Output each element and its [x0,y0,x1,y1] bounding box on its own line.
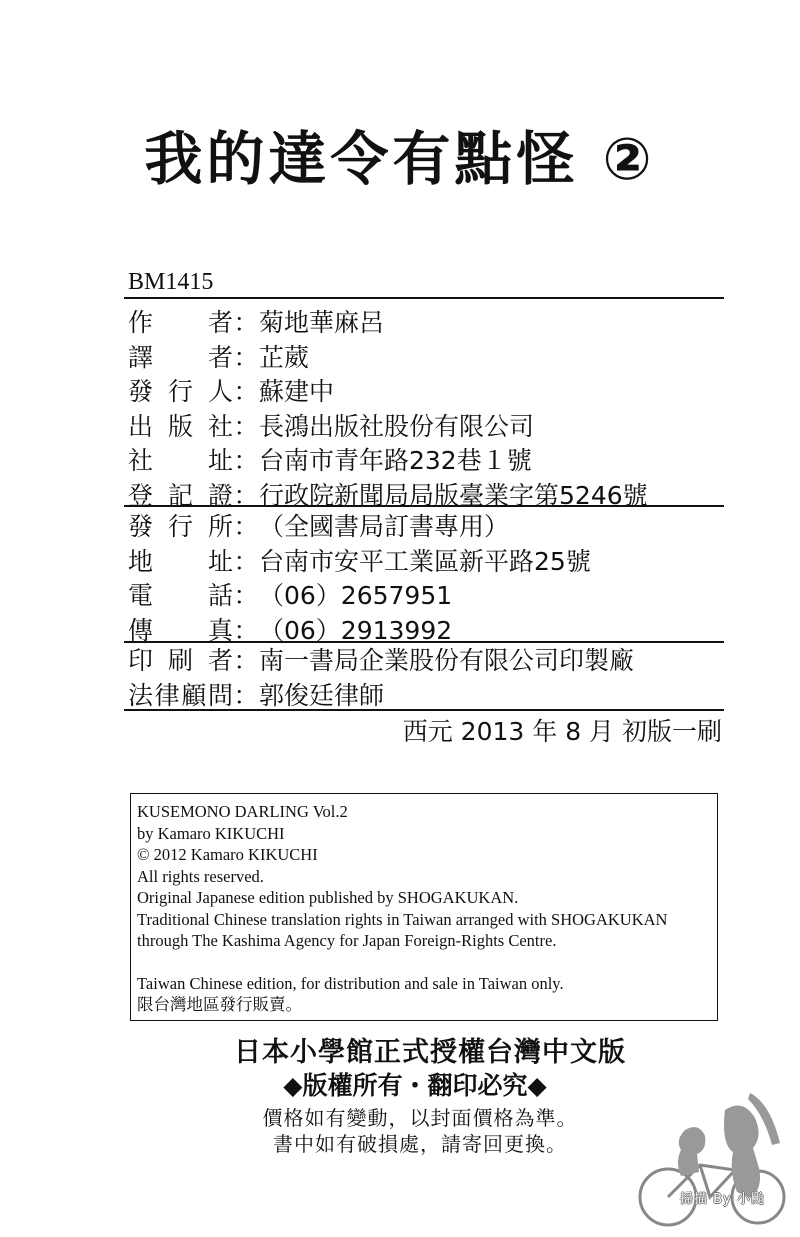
label-char: 行 [167,512,193,541]
label-char: 傳 [128,615,154,645]
label-char: 法 [128,680,154,710]
row-colon: ： [233,480,259,510]
book-title: 我的達令有點怪 ② [144,125,656,193]
copyright-line: 限台灣地區發行販賣。 [137,995,302,1014]
row-label [128,507,233,543]
damage-notice: 書中如有破損處，請寄回更換。 [273,1132,567,1156]
info-row [128,442,532,476]
row-label [128,407,233,443]
info-row [128,339,309,373]
label-char: 印 [128,646,154,675]
row-value: （06）2913992 [259,615,453,645]
label-char: 真 [207,615,233,645]
label-char: 證 [207,480,233,510]
row-colon: ： [233,446,259,475]
label-char: 登 [128,480,154,510]
label-char: 發 [128,377,154,406]
info-row [128,373,334,407]
info-row [128,642,634,676]
row-colon: ： [233,342,259,372]
row-label [128,641,233,677]
row-label [128,372,233,408]
label-char: 社 [128,446,154,475]
row-colon: ： [233,377,259,406]
row-value: 長鴻出版社股份有限公司 [259,411,535,441]
row-colon: ： [233,646,259,675]
label-char: 者 [207,646,233,675]
row-colon: ： [233,411,259,441]
label-char: 所 [207,512,233,541]
row-value: （全國書局訂書專用） [259,512,510,541]
divider [124,297,724,299]
row-colon: ： [233,615,259,645]
row-label [128,441,233,477]
info-row [128,577,452,611]
label-char: 址 [207,446,233,475]
row-value: （06）2657951 [259,581,453,610]
label-char: 問 [207,680,233,710]
copyright-line: KUSEMONO DARLING Vol.2 [137,802,348,821]
label-char: 譯 [128,342,154,372]
info-row [128,677,384,711]
copyright-line: through The Kashima Agency for Japan Foreign-Rights Centre. [137,931,557,950]
label-char: 址 [207,546,233,576]
row-colon: ： [233,512,259,541]
info-row [128,408,534,442]
info-row [128,304,384,338]
row-colon: ： [233,308,259,337]
copyright-line: All rights reserved. [137,866,264,886]
row-value: 行政院新聞局局版臺業字第5246號 [259,480,648,510]
row-value: 郭俊廷律師 [259,680,385,710]
info-row [128,543,591,577]
info-row [128,508,509,542]
label-char: 顧 [181,680,207,710]
row-colon: ： [233,680,259,710]
label-char: 電 [128,581,154,610]
price-notice: 價格如有變動，以封面價格為準。 [262,1106,578,1130]
row-value: 南一書局企業股份有限公司印製廠 [259,646,635,675]
row-colon: ： [233,546,259,576]
copyright-line: © 2012 Kamaro KIKUCHI [137,845,318,864]
copyright-line: Taiwan Chinese edition, for distribution and sale in Taiwan only. [137,973,564,993]
row-label [128,303,233,339]
label-char: 記 [167,480,193,510]
row-value: 菊地華麻呂 [259,308,385,337]
row-value: 台南市青年路232巷１號 [259,446,532,475]
row-value: 芷葳 [259,342,310,372]
row-value: 蘇建中 [259,377,335,406]
label-char: 版 [167,411,193,441]
label-char: 發 [128,512,154,541]
copyright-line: by Kamaro KIKUCHI [137,823,285,843]
label-char: 者 [207,308,233,337]
label-char: 社 [207,411,233,441]
label-char: 者 [207,342,233,372]
row-label [128,338,233,374]
label-char: 出 [128,411,154,441]
label-char: 行 [167,377,193,406]
label-char: 話 [207,581,233,610]
divider [124,709,724,711]
label-char: 人 [207,377,233,406]
copyright-line: Traditional Chinese translation rights in Taiwan arranged with SHOGAKUKAN [137,909,668,929]
license-statement: 日本小學館正式授權台灣中文版 [234,1037,626,1068]
label-char: 作 [128,308,154,337]
row-label [128,576,233,612]
publication-date: 西元 2013 年 8 月 初版一刷 [402,717,722,746]
rights-statement: ◆版權所有・翻印必究◆ [283,1071,547,1100]
watermark-text: 掃描 By 小颱 [680,1192,765,1207]
label-char: 地 [128,546,154,576]
row-label [128,676,233,712]
scanner-watermark-icon [630,1085,800,1235]
copyright-box [130,793,718,1021]
label-char: 刷 [167,646,193,675]
copyright-line: Original Japanese edition published by SHOGAKUKAN. [137,888,519,907]
row-colon: ： [233,581,259,610]
row-label [128,542,233,578]
row-value: 台南市安平工業區新平路25號 [259,546,591,576]
label-char: 律 [154,680,180,710]
product-code: BM1415 [128,269,214,295]
